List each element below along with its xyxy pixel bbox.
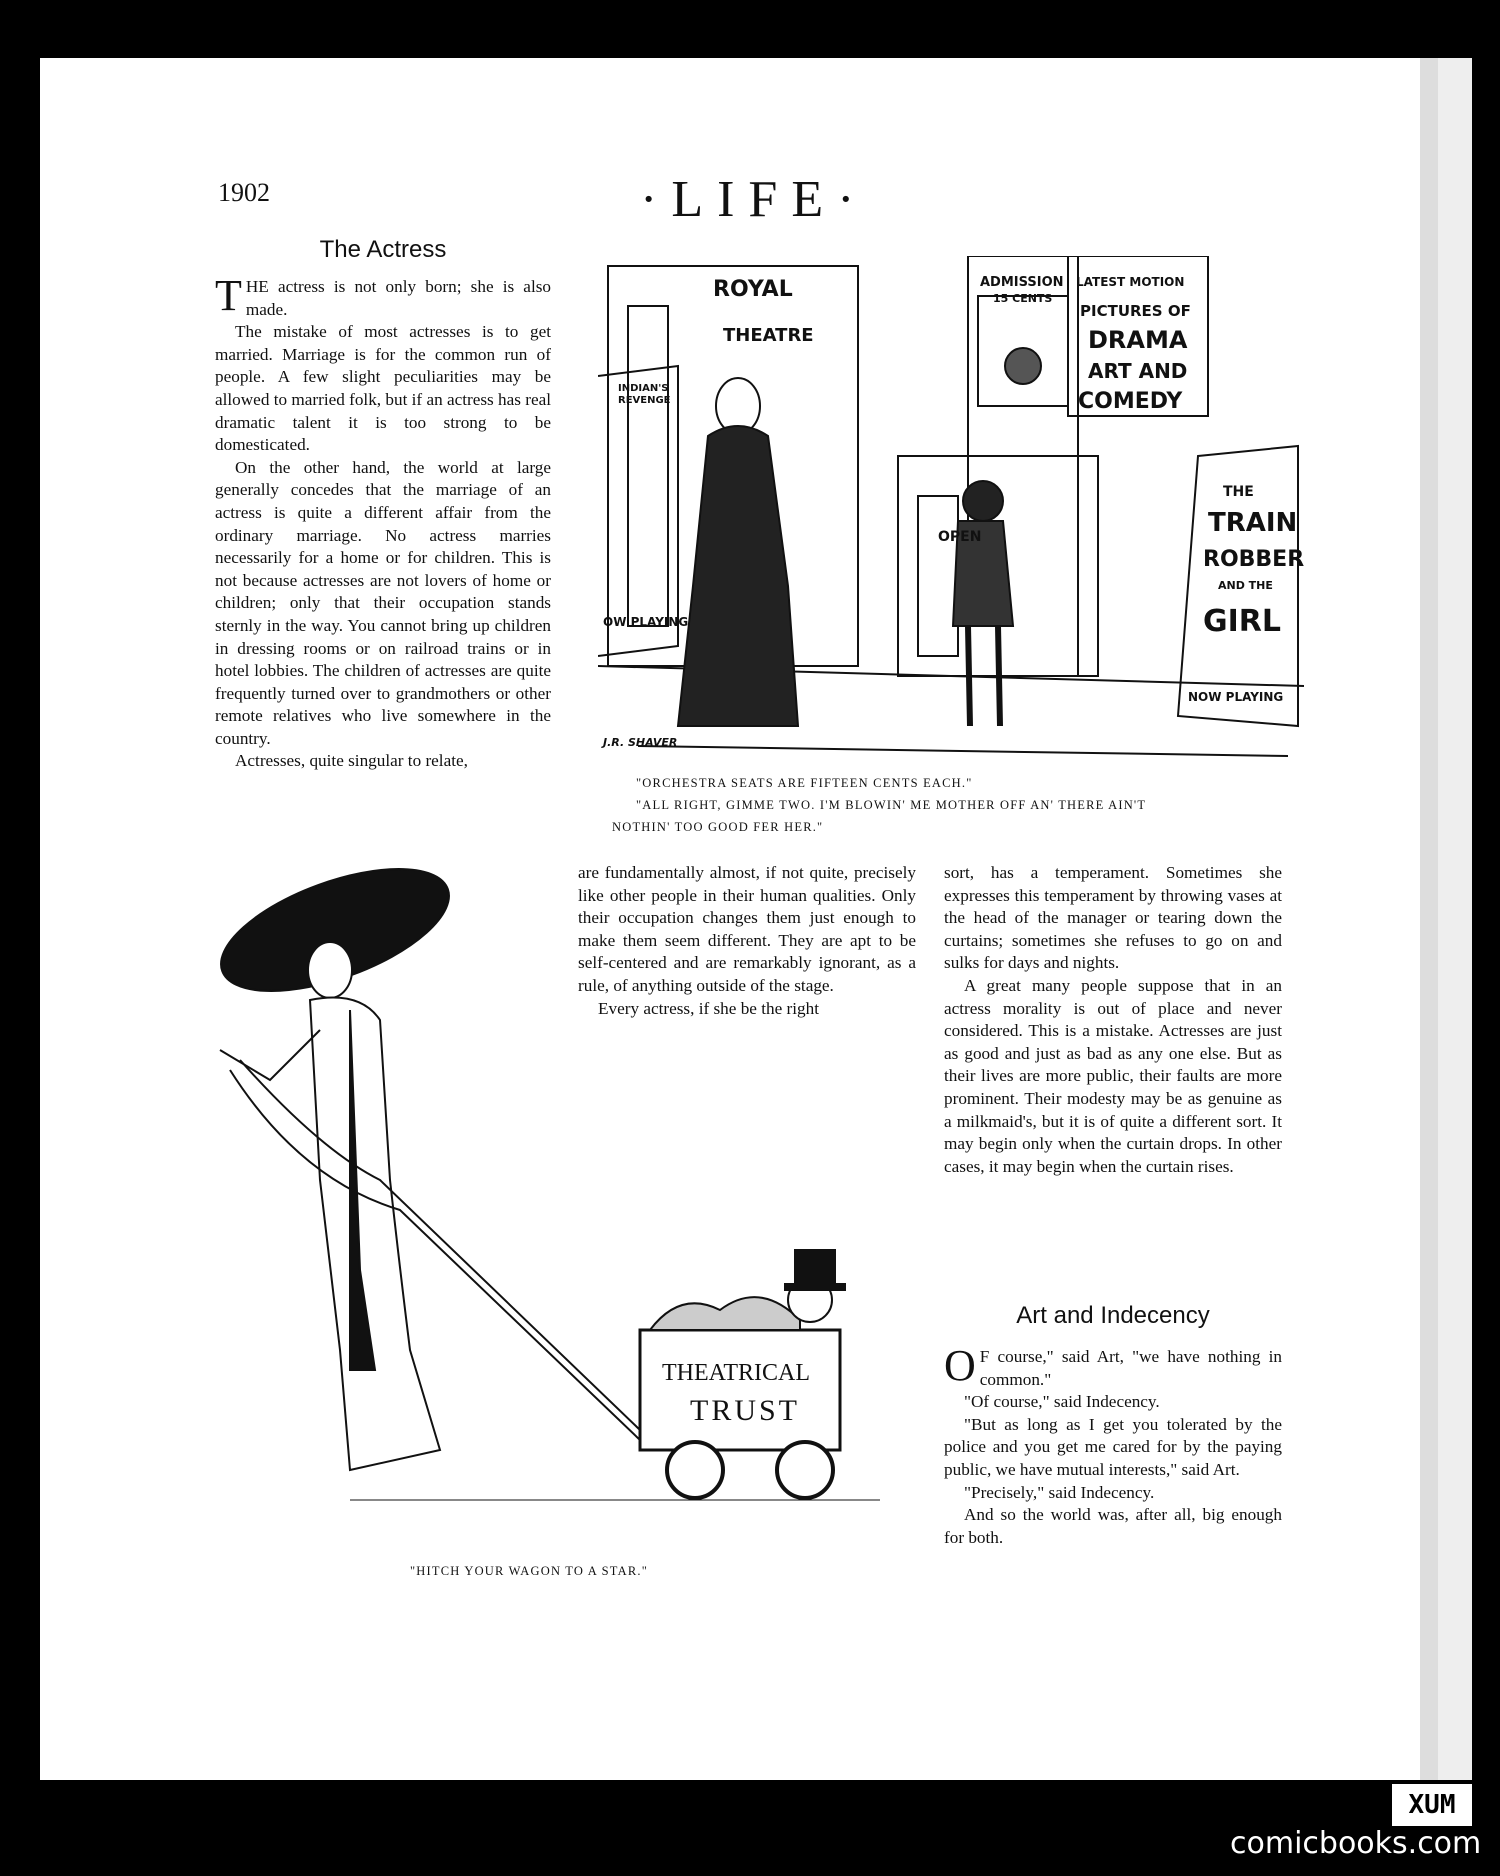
sign-train: TRAIN [1208, 508, 1298, 538]
sign-open: OPEN [938, 529, 982, 545]
cartoon-caption-box-office [612, 772, 1292, 838]
xum-badge: XUM [1392, 1784, 1472, 1826]
article-title-art-indecency: Art and Indecency [1016, 1302, 1210, 1329]
next-page-edge [1438, 58, 1472, 1780]
cartoon-caption-hitch-wagon: "HITCH YOUR WAGON TO A STAR." [410, 1564, 649, 1578]
article-2-body [944, 1341, 1282, 1549]
paragraph: "But as long as I get you tolerated by the police and you get me cared for by the paying public, we have mutual interests," said Art. [944, 1414, 1282, 1479]
paragraph: Every actress, if she be the right [598, 998, 819, 1018]
wagon-label-theatrical: THEATRICAL [662, 1360, 810, 1386]
caption-line: "ALL RIGHT, GIMME TWO. I'M BLOWIN' ME MOTHER OFF AN' THERE AIN'T [636, 798, 1147, 812]
sign-comedy: COMEDY [1078, 389, 1183, 414]
sign-cents: 15 CENTS [993, 292, 1053, 305]
sign-drama: DRAMA [1088, 326, 1188, 354]
paragraph: A great many people suppose that in an actress morality is out of place and never considered. This is a mistake. Actresses are just as good and just as bad as any one else. But as their lives are more public, their faults are more prominent. Their modesty may be as genuine as a milkmaid's, but it is of quite a different sort. It may begin only when the curtain drops. In other cases, it may begin when the curtain rises. [944, 975, 1282, 1176]
sign-robber: ROBBER [1203, 547, 1304, 572]
sign-pictures: PICTURES OF [1080, 302, 1191, 320]
masthead: ·LIFE· [640, 171, 869, 228]
paragraph: sort, has a temperament. Sometimes she expresses this temperament by throwing vases at the head of the manager or tearing down the curtains; sometimes she refuses to go on and sulks for days and nights. [944, 863, 1282, 973]
sign-indians: INDIAN'S [618, 383, 669, 394]
sign-royal: ROYAL [713, 277, 793, 302]
sign-now-playing: NOW PLAYING [1188, 690, 1284, 704]
paragraph: "Of course," said Indecency. [964, 1392, 1160, 1412]
sign-admission: ADMISSION [980, 275, 1064, 290]
sign-latest: LATEST MOTION [1076, 275, 1185, 289]
sign-art: ART AND [1088, 359, 1188, 383]
page-spine [1420, 58, 1438, 1780]
cartoon-box-office [598, 256, 1304, 760]
caption-line: "ORCHESTRA SEATS ARE FIFTEEN CENTS EACH." [636, 776, 973, 790]
sign-revenge: REVENGE [618, 395, 671, 406]
paragraph: Actresses, quite singular to relate, [235, 751, 468, 771]
paragraph: O F course," said Art, "we have nothing in common." [944, 1341, 1282, 1390]
paragraph: are fundamentally almost, if not quite, precisely like other people in their human qualities. Only their occupation changes them just enough to make them seem different. They are apt to be self-centered and are remarkably ignorant, as a rule, of anything outside of the stage. [578, 863, 916, 995]
sign-now-playing-left: OW PLAYING [603, 615, 689, 629]
article-title-actress: The Actress [319, 236, 447, 263]
sign-theatre: THEATRE [723, 325, 814, 346]
artist-signature: J.R. SHAVER [603, 736, 678, 749]
dropcap: T [215, 271, 242, 320]
dropcap: O [944, 1341, 976, 1390]
column-3 [944, 862, 1282, 1178]
caption-line: NOTHIN' TOO GOOD FER HER." [612, 820, 824, 834]
sign-girl: GIRL [1203, 604, 1282, 639]
paragraph: "Precisely," said Indecency. [964, 1482, 1155, 1502]
site-watermark: comicbooks.com [1230, 1826, 1482, 1861]
paragraph: The mistake of most actresses is to get married. Marriage is for the common run of people. A few slight peculiarities may be allowed to married folk, but if an actress has real dramatic talent it is too strong to be domesticated. [215, 322, 551, 455]
sign-and-the: AND THE [1218, 579, 1273, 592]
page-number: 1902 [218, 178, 270, 207]
column-2 [578, 862, 916, 1020]
column-1 [215, 271, 551, 773]
paragraph: And so the world was, after all, big enough for both. [944, 1505, 1282, 1547]
sign-the: THE [1223, 484, 1254, 500]
paragraph: On the other hand, the world at large generally concedes that the marriage of an actress is quite a different affair from the ordinary marriage. No actress marries necessarily for a home or for children. This is not because actresses are not lovers of home or children; only that their occupation stands sternly in the way. You cannot bring up children in dressing rooms or on railroad trains or in hotel lobbies. The children of actresses are quite frequently turned over to grandmothers or other remote relatives who live somewhere in the country. [215, 457, 551, 748]
wagon-label-trust: TRUST [690, 1394, 801, 1427]
paragraph: THE actress is not only born; she is also made. [215, 271, 551, 320]
